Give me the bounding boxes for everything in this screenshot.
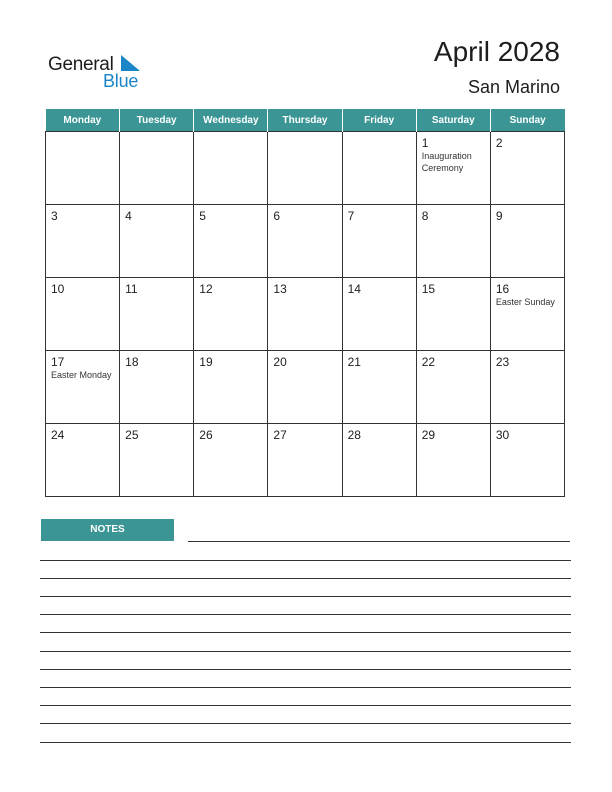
day-number: 2: [495, 136, 503, 150]
weekday-header-row: [46, 109, 565, 132]
day-number: 7: [347, 209, 355, 223]
day-cell: [268, 424, 342, 497]
day-cell: [490, 205, 564, 278]
day-number: 3: [51, 209, 58, 223]
day-cell: [490, 424, 564, 497]
day-cell: [342, 132, 416, 205]
day-number: 9: [495, 209, 503, 223]
notes-label: NOTES: [41, 519, 174, 541]
day-number: 12: [199, 282, 213, 296]
week-row: [46, 278, 565, 351]
day-number: 27: [273, 428, 287, 442]
day-number: 24: [51, 428, 65, 442]
holiday-label: Easter Monday: [51, 370, 112, 380]
day-cell: [120, 278, 194, 351]
day-number: 30: [495, 428, 510, 442]
day-number: 29: [421, 428, 436, 442]
day-cell: [342, 424, 416, 497]
notes-line: [40, 723, 571, 724]
day-number: 16: [495, 282, 510, 296]
day-number: 22: [421, 355, 436, 369]
day-cell: [490, 132, 564, 205]
day-cell: [342, 278, 416, 351]
notes-line: [40, 632, 571, 633]
weekday-header: Thursday: [268, 109, 342, 132]
day-cell: [416, 278, 490, 351]
day-cell: [268, 278, 342, 351]
holiday-label: Inauguration Ceremony: [421, 151, 472, 173]
notes-line: [188, 541, 570, 542]
day-number: 18: [125, 355, 139, 369]
day-number: 15: [421, 282, 436, 296]
day-cell: [194, 351, 268, 424]
day-number: 19: [199, 355, 213, 369]
day-cell: [46, 132, 120, 205]
notes-line: [40, 578, 571, 579]
notes-line: [40, 596, 571, 597]
notes-line: [40, 614, 571, 615]
weekday-header: Sunday: [490, 109, 564, 132]
weekday-header: Saturday: [416, 109, 490, 132]
day-number: 26: [199, 428, 213, 442]
day-cell: [490, 278, 564, 351]
day-cell: [268, 132, 342, 205]
week-row: [46, 205, 565, 278]
day-cell: [416, 424, 490, 497]
weekday-header: Monday: [46, 109, 120, 132]
day-number: 1: [421, 136, 429, 150]
day-cell: [194, 132, 268, 205]
day-number: 6: [273, 209, 281, 223]
calendar-grid: [45, 109, 565, 497]
notes-line: [40, 687, 571, 688]
day-cell: [120, 351, 194, 424]
notes-line: [40, 742, 571, 743]
notes-line: [40, 651, 571, 652]
day-number: 4: [125, 209, 132, 223]
generalblue-logo: [48, 52, 148, 92]
day-number: 10: [51, 282, 65, 296]
month-title: April 2028: [433, 36, 560, 67]
day-cell: [46, 205, 120, 278]
day-cell: [120, 205, 194, 278]
day-cell: [416, 132, 490, 205]
day-cell: [490, 351, 564, 424]
week-row: [46, 424, 565, 497]
day-cell: [46, 278, 120, 351]
day-number: 28: [347, 428, 361, 442]
day-cell: [46, 351, 120, 424]
weekday-header: Tuesday: [120, 109, 194, 132]
day-cell: [194, 424, 268, 497]
notes-line: [40, 669, 571, 670]
day-number: 11: [125, 282, 138, 296]
weekday-header: Wednesday: [194, 109, 268, 132]
weekday-header: Friday: [342, 109, 416, 132]
logo-general-text: General: [48, 54, 114, 75]
country-name: San Marino: [467, 77, 560, 97]
day-number: 21: [347, 355, 361, 369]
notes-line: [40, 705, 571, 706]
day-cell: [416, 351, 490, 424]
day-number: 8: [421, 209, 429, 223]
week-row: [46, 132, 565, 205]
day-number: 23: [495, 355, 510, 369]
logo-triangle-icon: [121, 55, 140, 71]
day-cell: [416, 205, 490, 278]
day-cell: [120, 132, 194, 205]
day-cell: [194, 278, 268, 351]
day-cell: [46, 424, 120, 497]
day-cell: [268, 351, 342, 424]
day-number: 20: [273, 355, 287, 369]
week-row: [46, 351, 565, 424]
day-number: 5: [199, 209, 206, 223]
day-cell: [194, 205, 268, 278]
logo-blue-text: Blue: [103, 71, 139, 91]
day-number: 14: [347, 282, 361, 296]
notes-line: [40, 560, 571, 561]
day-cell: [342, 205, 416, 278]
holiday-label: Easter Sunday: [495, 297, 555, 307]
day-number: 17: [51, 355, 65, 369]
day-number: 25: [125, 428, 139, 442]
day-cell: [342, 351, 416, 424]
day-number: 13: [273, 282, 287, 296]
day-cell: [120, 424, 194, 497]
day-cell: [268, 205, 342, 278]
